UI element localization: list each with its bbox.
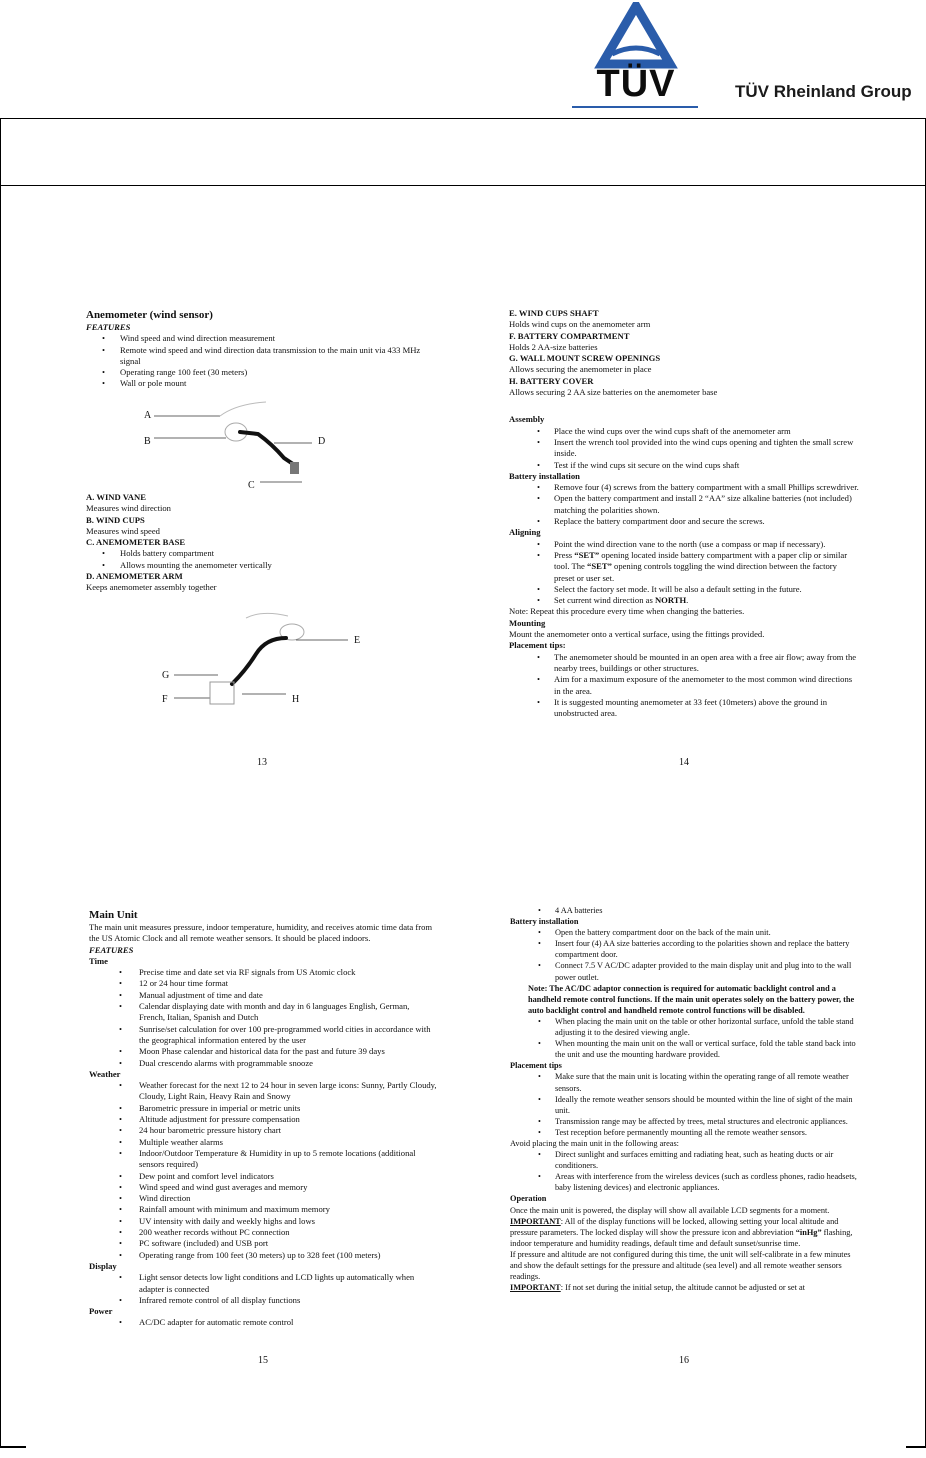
list-item: • Weather forecast for the next 12 to 24 hour in seven large icons: Sunny, Partly Cloudy, Cloudy, Light Rain, Heavy Rain and Snowy — [89, 1080, 437, 1103]
list-item: • AC/DC adapter for automatic remote control — [89, 1317, 437, 1328]
list-item: • Moon Phase calendar and historical data for the past and future 39 days — [89, 1046, 437, 1057]
section-title: Anemometer (wind sensor) — [86, 309, 213, 321]
list-item: • Manual adjustment of time and date — [89, 990, 437, 1001]
part-desc: Allows securing 2 AA size batteries on the anemometer base — [509, 387, 718, 398]
list-item: • Operating range 100 feet (30 meters) — [86, 367, 431, 378]
anemometer-diagram-1 — [140, 396, 340, 496]
list-item: • Insert four (4) AA size batteries according to the polarities shown and replace the battery compartment door. — [510, 938, 860, 960]
diagram-label: D — [318, 436, 326, 447]
display-heading: Display — [89, 1260, 117, 1271]
list-item: • Barometric pressure in imperial or metric units — [89, 1103, 437, 1114]
important-text: IMPORTANT: All of the display functions will be locked, allowing setting your local altitude and pressure parameters. The locked display will show the pressure icon and abbreviation “inHg” flashing, indoor temperature and humidity readings, default time and default sunset/sunrise time. — [510, 1216, 853, 1248]
list-item: • 200 weather records without PC connection — [89, 1227, 437, 1238]
features-label: FEATURES — [89, 944, 134, 955]
group-name: TÜV Rheinland Group — [735, 82, 912, 101]
battery-heading: Battery installation — [510, 917, 579, 927]
list-item: • Operating range from 100 feet (30 meters) up to 328 feet (100 meters) — [89, 1250, 437, 1261]
logo-underline — [572, 106, 698, 108]
list-item: • UV intensity with daily and weekly highs and lows — [89, 1216, 437, 1227]
list-item: • It is suggested mounting anemometer at 33 feet (10meters) above the ground in unobstructed area. — [509, 697, 859, 720]
list-item: • Open the battery compartment door on the back of the main unit. — [510, 927, 860, 938]
manual-page-16 — [510, 905, 860, 1293]
note: Note: The AC/DC adaptor connection is required for automatic backlight control and a handheld remote control functions. If the main unit operates solely on the battery power, the auto backlight control and handheld remote control functions will be disabled. — [528, 983, 855, 1015]
list-item: • Wind direction — [89, 1193, 437, 1204]
list-item: • Light sensor detects low light conditions and LCD lights up automatically when adapter is connected — [89, 1272, 437, 1295]
list-item: • Direct sunlight and surfaces emitting and radiating heat, such as heating ducts or air conditioners. — [510, 1149, 860, 1171]
page-number: 13 — [257, 757, 267, 768]
list-item: • Wind speed and wind gust averages and memory — [89, 1182, 437, 1193]
manual-page-14 — [509, 308, 859, 719]
manual-page-15 — [89, 908, 437, 1329]
list-item: • Remove four (4) screws from the battery compartment with a small Phillips screwdriver. — [509, 482, 859, 493]
list-item: • Replace the battery compartment door and secure the screws. — [509, 516, 859, 527]
page-number: 16 — [679, 1355, 689, 1366]
pressure-text: If pressure and altitude are not configured during this time, the unit will self-calibrate in a few minutes and show the default settings for the pressure and altitude (sea level) and all remote weather sensors readings. — [510, 1249, 851, 1282]
mounting-text: Mount the anemometer onto a vertical surface, using the fittings provided. — [509, 629, 765, 640]
part-desc: Measures wind direction — [86, 503, 171, 514]
diagram-label: A — [144, 410, 152, 421]
list-item: • Place the wind cups over the wind cups shaft of the anemometer arm — [509, 426, 859, 437]
time-heading: Time — [89, 955, 108, 966]
frame-bottom-right-tick — [906, 1446, 926, 1448]
list-item: • Set current wind direction as NORTH. — [509, 595, 859, 606]
important-text-2: IMPORTANT: If not set during the initial setup, the altitude cannot be adjusted or set at — [510, 1283, 805, 1293]
list-item: • Infrared remote control of all display functions — [89, 1295, 437, 1306]
diagram-label: G — [162, 670, 170, 681]
list-item: • Point the wind direction vane to the north (use a compass or map if necessary). — [509, 539, 859, 550]
list-item: • Dew point and comfort level indicators — [89, 1171, 437, 1182]
part-desc: Holds wind cups on the anemometer arm — [509, 319, 651, 330]
page-number: 14 — [679, 757, 689, 768]
part-desc: Measures wind speed — [86, 525, 160, 536]
list-item: • Indoor/Outdoor Temperature & Humidity in up to 5 remote locations (additional sensors required) — [89, 1148, 437, 1171]
list-item: • 24 hour barometric pressure history chart — [89, 1125, 437, 1136]
list-item: • Test reception before permanently mounting all the remote weather sensors. — [510, 1127, 860, 1138]
part-name: F. BATTERY COMPARTMENT — [509, 330, 630, 341]
part-name: C. ANEMOMETER BASE — [86, 537, 186, 548]
section-title: Main Unit — [89, 909, 138, 921]
list-item: • Altitude adjustment for pressure compensation — [89, 1114, 437, 1125]
manual-page-13 — [86, 308, 431, 390]
part-name: H. BATTERY COVER — [509, 375, 594, 386]
page-number: 15 — [258, 1355, 268, 1366]
list-item: • Make sure that the main unit is locating within the operating range of all remote weather sensors. — [510, 1071, 860, 1093]
list-item: • Dual crescendo alarms with programmable snooze — [89, 1058, 437, 1069]
list-item: • Remote wind speed and wind direction data transmission to the main unit via 433 MHz signal — [86, 345, 431, 368]
avoid-text: Avoid placing the main unit in the following areas: — [510, 1138, 679, 1148]
header-band-divider — [0, 185, 926, 186]
battery-heading: Battery installation — [509, 470, 580, 481]
diagram-label: C — [248, 480, 255, 491]
frame-bottom-left-tick — [0, 1446, 26, 1448]
intro-text: The main unit measures pressure, indoor temperature, humidity, and receives atomic time data from the US Atomic Clock and all remote weather sensors. It should be placed indoors. — [89, 922, 433, 944]
list-item: • The anemometer should be mounted in an open area with a free air flow; away from the nearby trees, buildings or other structures. — [509, 652, 859, 675]
list-item: • Transmission range may be affected by trees, metal structures and electronic appliances. — [510, 1116, 860, 1127]
list-item: • When placing the main unit on the table or other horizontal surface, unfold the table stand adjusting it to the desired viewing angle. — [510, 1016, 860, 1038]
list-item: • Ideally the remote weather sensors should be mounted within the line of sight of the main unit. — [510, 1094, 860, 1116]
placement-heading: Placement tips: — [509, 640, 566, 651]
list-item: • Wall or pole mount — [86, 378, 431, 389]
list-item: • Press “SET” opening located inside battery compartment with a paper clip or similar tool. The “SET” opening controls toggling the wind direction between the factory preset or user set. — [509, 550, 859, 584]
features-label: FEATURES — [86, 322, 131, 332]
list-item: • Precise time and date set via RF signals from US Atomic clock — [89, 967, 437, 978]
list-item: • Connect 7.5 V AC/DC adapter provided to the main display unit and plug into to the wall power outlet. — [510, 960, 860, 982]
tuv-logo-text: TÜV — [596, 63, 676, 105]
list-item: • Holds battery compartment — [86, 548, 431, 559]
list-item: • Select the factory set mode. It will be also a default setting in the future. — [509, 584, 859, 595]
part-name: E. WIND CUPS SHAFT — [509, 308, 599, 318]
diagram-label: B — [144, 436, 151, 447]
list-item: • Open the battery compartment and install 2 “AA” size alkaline batteries (not included) matching the polarities shown. — [509, 493, 859, 516]
list-item: • Areas with interference from the wireless devices (such as cordless phones, radio headsets, baby listening devices) and electronic appliances. — [510, 1171, 860, 1193]
operation-heading: Operation — [510, 1194, 547, 1204]
list-item: • PC software (included) and USB port — [89, 1238, 437, 1249]
weather-heading: Weather — [89, 1068, 121, 1079]
list-item: • Calendar displaying date with month and day in 6 languages English, German, French, Italian, Spanish and Dutch — [89, 1001, 437, 1024]
part-desc: Holds 2 AA-size batteries — [509, 341, 598, 352]
list-item: • Rainfall amount with minimum and maximum memory — [89, 1204, 437, 1215]
note: Note: Repeat this procedure every time when changing the batteries. — [509, 606, 745, 617]
part-name: D. ANEMOMETER ARM — [86, 571, 183, 582]
part-name: G. WALL MOUNT SCREW OPENINGS — [509, 353, 661, 364]
list-item: • Wind speed and wind direction measurement — [86, 333, 431, 344]
list-item: • 4 AA batteries — [510, 905, 860, 916]
part-desc: Keeps anemometer assembly together — [86, 582, 217, 593]
mounting-heading: Mounting — [509, 617, 546, 628]
list-item: • 12 or 24 hour time format — [89, 978, 437, 989]
diagram-label: E — [354, 635, 361, 646]
frame-left-border — [0, 118, 1, 1448]
list-item: • Test if the wind cups sit secure on the wind cups shaft — [509, 460, 859, 471]
assembly-heading: Assembly — [509, 414, 545, 425]
placement-heading: Placement tips — [510, 1061, 562, 1071]
aligning-heading: Aligning — [509, 527, 541, 538]
list-item: • Aim for a maximum exposure of the anemometer to the most common wind directions in the area. — [509, 674, 859, 697]
manual-page-13-parts — [86, 492, 431, 594]
list-item: • Allows mounting the anemometer vertically — [86, 560, 431, 571]
list-item: • Multiple weather alarms — [89, 1137, 437, 1148]
power-heading: Power — [89, 1306, 113, 1317]
part-name: B. WIND CUPS — [86, 514, 145, 525]
part-name: A. WIND VANE — [86, 492, 146, 502]
list-item: • Insert the wrench tool provided into the wind cups opening and tighten the small screw inside. — [509, 437, 859, 460]
operation-text: Once the main unit is powered, the display will show all available LCD segments for a moment. — [510, 1205, 830, 1215]
part-desc: Allows securing the anemometer in place — [509, 364, 652, 375]
diagram-label: F — [162, 694, 168, 705]
anemometer-diagram-2 — [158, 608, 368, 708]
list-item: • Sunrise/set calculation for over 100 pre-programmed world cities in accordance with the geographical information entered by the user — [89, 1024, 437, 1047]
frame-top-border — [0, 118, 926, 119]
diagram-label: H — [292, 694, 300, 705]
list-item: • When mounting the main unit on the wall or vertical surface, fold the table stand back into the unit and use the mounting hardware provided. — [510, 1038, 860, 1060]
